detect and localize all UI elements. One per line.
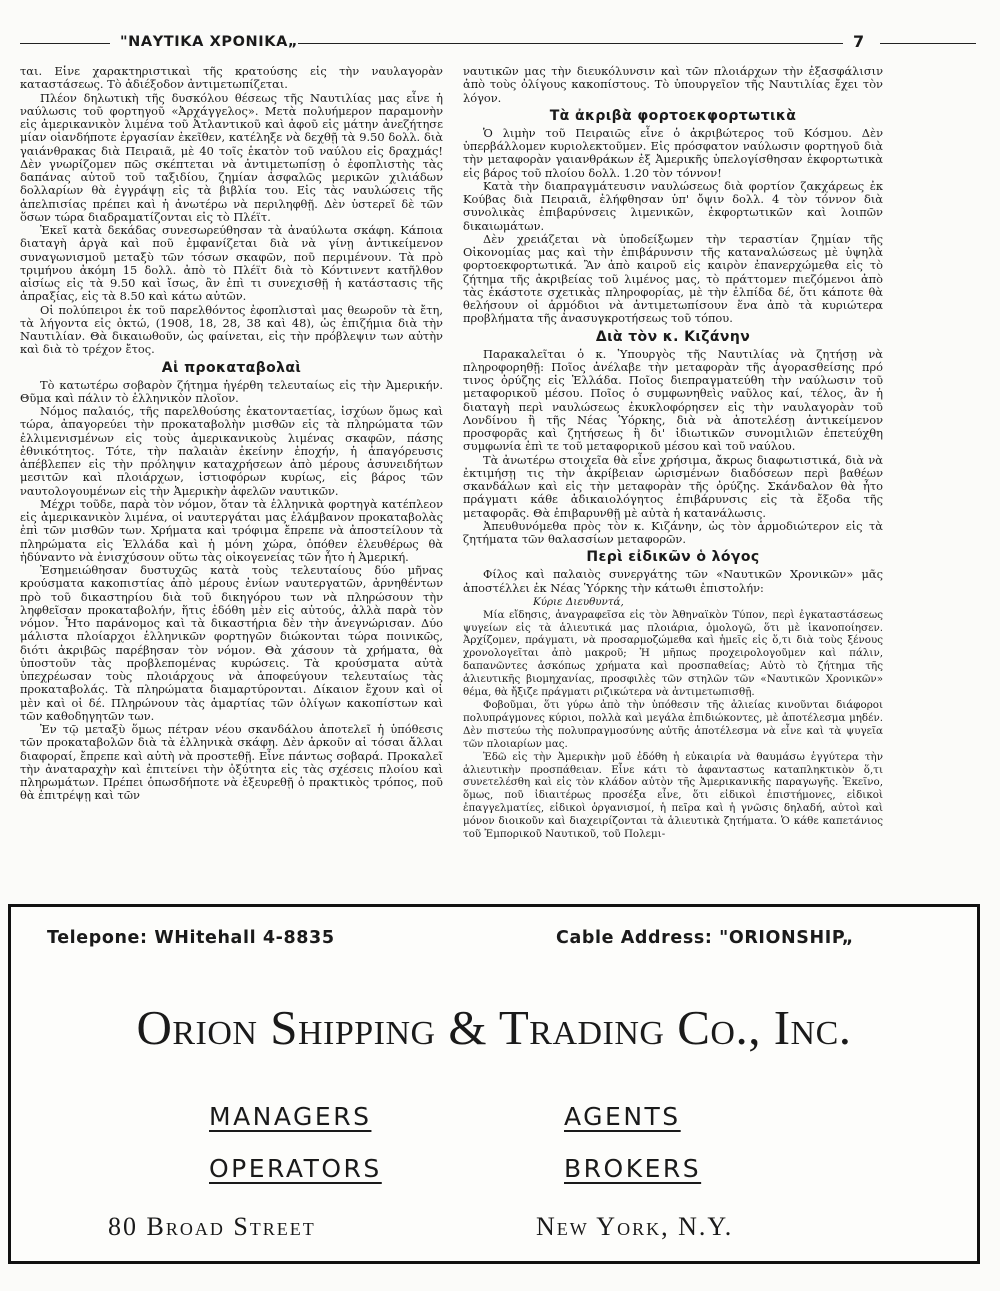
header-rule-left bbox=[20, 43, 110, 44]
letter-paragraph: Φοβοῦμαι, ὅτι γύρω ἀπὸ τὴν ὑπόθεσιν τῆς ἁλιείας κινοῦνται διάφοροι πολυπράγμονες κύριοι, πολλὰ καὶ μεγάλα ἐπιδιώκοντες, μὲ ἀποτέλεσμα μηδέν. Δὲν πιστεύω τὴς πολυπραγμοσύνης αὐτῆς ἀποτέλεσμα νὰ εἶνε καὶ τὰ ψυγεῖα τῶν πλοιαρίων μας. bbox=[463, 699, 883, 750]
section-heading: Τὰ ἀκριβὰ φορτοεκφορτωτικὰ bbox=[549, 107, 797, 124]
paragraph: Μέχρι τοῦδε, παρὰ τὸν νόμον, ὅταν τὰ ἑλληνικὰ φορτηγὰ κατέπλεον εἰς ἀμερικανικὸν λιμένα, οἱ ναυτεργάται μας ἐλάμβανον προκαταβολὰς ἐπὶ τῶν μισθῶν των. Χρήματα καὶ τρόφιμα ἔπρεπε νὰ ἀποστείλουν τὰ πληρώματα εἰς Ἑλλάδα καὶ ἡ μόνη χώρα, ὁπόθεν ἐλευθέρως θὰ ἠδύναντο νὰ ἐνισχύσουν οὕτω τὰς οἰκογενείας τῶν ἦτο ἡ Ἀμερική. bbox=[20, 496, 443, 564]
ad-role-brokers: BROKERS bbox=[564, 1154, 702, 1183]
paragraph: Οἱ πολύπειροι ἐκ τοῦ παρελθόντος ἐφοπλισταὶ μας θεωροῦν τὰ ἔτη, τὰ λήγοντα εἰς ὀκτώ, (1908, 18, 28, 38 καὶ 48), ὡς ἐπιζήμια διὰ τὴν Ναυτιλίαν. Θὰ δικαιωθοῦν, ὡς φαίνεται, εἰς τὴν πρόβλεψιν των αὐτὴν καὶ διὰ τὸ τρέχον ἔτος. bbox=[20, 302, 443, 357]
ad-city: New York, N.Y. bbox=[536, 1212, 734, 1241]
paragraph: Ὁ λιμὴν τοῦ Πειραιῶς εἶνε ὁ ἀκριβώτερος τοῦ Κόσμου. Δὲν ὑπερβάλλομεν κυριολεκτοῦμεν. Εἰς πρόσφατον ναύλωσιν φορτηγοῦ διὰ τὴν μεταφορὰν γαιανθράκων ἐξ Ἀμερικῆς ὑπελογίσθησαν ἐκφορτωτικὰ εἰς βάρος τοῦ πλοίου δολλ. 1.20 τὸν τόννον! bbox=[463, 125, 883, 180]
paragraph: Τὸ κατωτέρω σοβαρὸν ζήτημα ἠγέρθη τελευταίως εἰς τὴν Ἀμερικήν. Θῦμα καὶ πάλιν τὸ ἑλληνικὸν πλοῖον. bbox=[20, 377, 443, 405]
ad-company-name: Orion Shipping & Trading Co., Inc. bbox=[136, 1000, 852, 1055]
right-column bbox=[463, 65, 883, 887]
left-column bbox=[20, 65, 443, 887]
publication-title: "ΝΑΥΤΙΚΑ ΧΡΟΝΙΚΑ„ bbox=[120, 34, 299, 50]
paragraph: ναυτικῶν μας τὴν διευκόλυνσιν καὶ τῶν πλοιάρχων τὴν ἐξασφάλισιν ἀπὸ τοὺς ὀλίγους κακοπίστους. Τὸ ὑπουργεῖον τῆς Ναυτιλίας ἔχει τὸν λόγον. bbox=[463, 65, 883, 105]
header-rule-middle bbox=[298, 43, 843, 44]
paragraph: Ἀπευθυνόμεθα πρὸς τὸν κ. Κιζάνην, ὡς τὸν ἁρμοδιώτερον εἰς τὰ ζητήματα τῶν θαλασσίων μεταφορῶν. bbox=[463, 518, 883, 546]
paragraph: Πλέον δηλωτικὴ τῆς δυσκόλου θέσεως τῆς Ναυτιλίας μας εἶνε ἡ ναύλωσις τοῦ φορτηγοῦ «Ἀρχάγγελος». Μετὰ πολυήμερον παραμονὴν εἰς ἀμερικανικὸν λιμένα τοῦ Ἀτλαντικοῦ καὶ ἀφοῦ εἰς μάτην ἀνεζήτησε μίαν οἱανδήποτε ἐργασίαν ἐκεῖθεν, κατέληξε νὰ δεχθῇ τὰ 9.50 δολλ. διὰ γαιάνθρακας διὰ Πειραιᾶ, μὲ 40 τοῖς ἑκατὸν τοῦ ναύλου εἰς δραχμάς! Δὲν γνωρίζομεν πῶς σκέπτεται νὰ ἀντιμετωπίσῃ ὁ ἐφοπλιστὴς τὰς δαπάνας αὐτοῦ τοῦ ταξιδίου, ζημίαν ἀσφαλῶς μερικῶν χιλιάδων δολλαρίων θὰ ἐγγράψῃ εἰς τὰ βιβλία του. Εἰς τὰς ναυλώσεις τῆς ἀπελπισίας πρέπει καὶ ἡ ἀνωτέρω νὰ περιληφθῇ. Δὲν ὑστερεῖ δὲ τῶν ὅσων τώρα διαδραματίζονται εἰς τὸ Πλέϊτ. bbox=[20, 90, 443, 224]
section-heading: Αἱ προκαταβολαὶ bbox=[161, 359, 302, 376]
header-rule-right bbox=[880, 43, 976, 44]
paragraph: ται. Εἶνε χαρακτηριστικαὶ τῆς κρατούσης εἰς τὴν ναυλαγορὰν καταστάσεως. Τὸ ἀδιέξοδον ἀντιμετωπίζεται. bbox=[20, 65, 443, 92]
ad-telephone: Telepone: WHitehall 4-8835 bbox=[47, 928, 335, 948]
paragraph: Κατὰ τὴν διαπραγμάτευσιν ναυλώσεως διὰ φορτίον ζακχάρεως ἐκ Κούβας διὰ Πειραιᾶ, ἐλήφθησαν ὑπ' ὄψιν δολλ. 4 τὸν τόννον διὰ συνολικὰς ἐπιβαρύνσεις λιμενικῶν, ἐκφορτωτικῶν καὶ λοιπῶν δικαιωμάτων. bbox=[463, 178, 883, 233]
paragraph: Νόμος παλαιός, τῆς παρελθούσης ἑκατονταετίας, ἰσχύων ὅμως καὶ τώρα, ἀπαγορεύει τὴν προκαταβολὴν μισθῶν εἰς τὰ πληρώματα τῶν ἐλλιμενισμένων εἰς τοὺς ἀμερικανικοὺς λιμένας σκαφῶν, πάσης ἐθνικότητος. Τότε, τὴν παλαιὰν ἐκείνην ἐποχήν, ἡ ἀπαγόρευσις ἀπέβλεπεν εἰς τὴν πρόληψιν καταχρήσεων ἀπὸ μέρους ἀσυνειδήτων μεσιτῶν καὶ πλοιάρχων, ἰστιοφόρων κυρίως, εἰς βάρος τῶν ναυτολογουμένων εἰς τὴν Ἀμερικὴν ἀφελῶν ναυτικῶν. bbox=[20, 404, 443, 498]
paragraph: Ἐν τῷ μεταξὺ ὅμως πέτραν νέου σκανδάλου ἀποτελεῖ ἡ ὑπόθεσις τῶν προκαταβολῶν διὰ τὰ ἑλληνικὰ σκάφη. Δὲν ἀρκοῦν αἱ τόσαι ἄλλαι διαφοραί, ἔπρεπε καὶ αὐτὴ νὰ προστεθῇ. Εἶνε πάντως σοβαρά. Προκαλεῖ τὴν ἀναταραχὴν καὶ ἐπιτείνει τὴν ὀξύτητα εἰς τὰς σχέσεις πλοίου καὶ πληρωμάτων. Πρέπει ὁπωσδήποτε νὰ ἐξευρεθῇ ὁ πρακτικὸς τρόπος, ποῦ θὰ ἐπιτρέψῃ καὶ τῶν bbox=[20, 722, 443, 803]
ad-role-operators: OPERATORS bbox=[209, 1154, 382, 1183]
letter-paragraph: Μία εἴδησις, ἀναγραφεῖσα εἰς τὸν Ἀθηναϊκὸν Τύπον, περὶ ἐγκαταστάσεως ψυγείων εἰς τὰ ἁλιευτικά μας πλοιάρια, ὁμολογῶ, ὅτι μὲ ἱκανοποίησεν. Ἀρχίζομεν, πράγματι, νὰ προσαρμοζώμεθα καὶ ἡμεῖς εἰς ὅ,τι διὰ τοὺς ξένους χρονολογεῖται ἀπὸ μακροῦ; Ἡ μῆπως προχειρολογοῦμεν καὶ πάλιν, δαπανῶντες ἀσκόπως χρήματα καὶ προσπαθείας; Αὐτὸ τὸ ζήτημα τῆς ἁλιευτικῆς βιομηχανίας, προσφιλὲς τῶν στηλῶν τῶν «Ναυτικῶν Χρονικῶν» θέμα, θὰ ἤξιζε πράγματι ριζικώτερα νὰ ἀντιμετωπισθῇ. bbox=[463, 608, 883, 699]
paragraph: Τὰ ἀνωτέρω στοιχεῖα θὰ εἶνε χρήσιμα, ἄκρως διαφωτιστικά, διὰ νὰ ἐκτιμήσῃ τις τὴν ἀκρίβειαν ὡρισμένων διαδόσεων περὶ βαθέων σκανδάλων καὶ εἰς τὴν μεταφορὰν τῆς ὀρύζης. Σκάνδαλον θὰ ἦτο πράγματι κάθε ἀδικαιολόγητος ἐπιβάρυνσις εἰς τὰ ἔξοδα τῆς μεταφορᾶς. Θὰ ἐπιβαρυνθῇ μὲ αὐτὰ ἡ κατανάλωσις. bbox=[463, 452, 883, 520]
paragraph: Ἐσημειώθησαν δυστυχῶς κατὰ τοὺς τελευταίους δύο μῆνας κρούσματα κακοπιστίας ἀπὸ μέρους ἐνίων ναυτεργατῶν, ἀρνηθέντων πρὸ τοῦ δικαστηρίου διὰ τοῦ δικηγόρου των νὰ πληρώσουν τὴν ληφθεῖσαν προκαταβολήν, ἥτις ἐδόθη μὲν εἰς αὐτούς, ἀλλὰ παρὰ τὸν νόμον. Ἦτο παράνομος καὶ τὰ δικαστήρια δὲν τὴν ἀνεγνώρισαν. Δύο μάλιστα πλοίαρχοι ἑλληνικῶν φορτηγῶν διώκονται τώρα ποινικῶς, διότι ἀκριβῶς παρέβησαν τὸν νόμον. Θὰ χάσουν τὰ χρήματα, θὰ ὑποστοῦν τὰς προβλεπομένας κυρώσεις. Τὰ κρούσματα αὐτὰ ὑπεχρέωσαν τοὺς πλοιάρχους νὰ ἀποφεύγουν τελευταίως τὰς προκαταβολάς. Τὰ πληρώματα διαμαρτύρονται. Δίκαιον ἔχουν καὶ οἱ μὲν καὶ οἱ δέ. Πληρώνουν τὰς ἁμαρτίας τῶν ὀλίγων κακοπίστων καὶ τῶν καθοδηγητῶν των. bbox=[20, 563, 443, 723]
ad-role-agents: AGENTS bbox=[564, 1102, 681, 1131]
paragraph: Ἐκεῖ κατὰ δεκάδας συνεσωρεύθησαν τὰ ἀναύλωτα σκάφη. Κάποια διαταγὴ ἀργὰ καὶ ποῦ ἐμφανίζεται διὰ νὰ γίνῃ ἀντικείμενον συναγωνισμοῦ μεταξὺ τῶν τόσων σκαφῶν, ποῦ περιμένουν. Τὰ πρὸ τριμήνου ἀκόμη 15 δολλ. ἀπὸ τὸ Πλέϊτ διὰ τὸ Κόντινεντ κατῆλθον αἰσίως εἰς τὰ 9.50 καὶ ἴσως, ἂν ἐπὶ τι συνεχισθῇ ἡ κατάστασις τῆς ἀπραξίας, εἰς τὰ 8.50 καὶ κάτω αὐτῶν. bbox=[20, 223, 443, 304]
section-heading: Διὰ τὸν κ. Κιζάνην bbox=[595, 328, 751, 345]
ad-street-address: 80 Broad Street bbox=[108, 1212, 316, 1241]
ad-role-managers: MANAGERS bbox=[209, 1102, 372, 1131]
paragraph: Φίλος καὶ παλαιὸς συνεργάτης τῶν «Ναυτικῶν Χρονικῶν» μᾶς ἀποστέλλει ἐκ Νέας Ὑόρκης τὴν κάτωθι ἐπιστολήν: bbox=[463, 567, 883, 595]
section-heading: Περὶ εἰδικῶν ὁ λόγος bbox=[586, 549, 760, 566]
advertisement-box bbox=[8, 904, 980, 1264]
running-header bbox=[20, 34, 976, 54]
letter-paragraph: Ἐδῶ εἰς τὴν Ἀμερικὴν μοῦ ἐδόθη ἡ εὐκαιρία νὰ θαυμάσω ἐγγύτερα τὴν ἁλιευτικὴν προσπάθειαν. Εἶνε κάτι τὸ ἀφανταστως καταπληκτικὸν ὅ,τι συνετελέσθη καὶ εἰς τὸν κλάδον αὐτὸν τῆς Ἀμερικανικῆς παραγωγῆς. Ἐκεῖνο, ὅμως, ποῦ ἰδιαιτέρως προσέξα εἶνε, ὅτι εἰδικοὶ ἐπιστήμονες, εἰδικοὶ ἐπαγγελματίες, εἰδικοὶ ὀργανισμοί, ἡ πεῖρα καὶ ἡ γνῶσις δηλαδή, αὐτοὶ καὶ μόνον διοικοῦν καὶ διαχειρίζονται τὰ ἁλιευτικὰ ζητήματα. Ὁ κάθε καπετάνιος τοῦ Ἐμπορικοῦ Ναυτικοῦ, τοῦ Πολεμι- bbox=[463, 750, 883, 841]
paragraph: Δὲν χρειάζεται νὰ ὑποδείξωμεν τὴν τεραστίαν ζημίαν τῆς Οἰκονομίας μας καὶ τὴν ἐπιβάρυνσιν τῆς καταναλώσεως μὲ ὑψηλὰ φορτοεκφορτωτικά. Ἂν ἀπὸ καιροῦ εἰς καιρὸν ἐπανερχώμεθα εἰς τὸ ζήτημα τῆς ἀκριβείας τοῦ λιμένος μας, τὸ πράττομεν πιεζόμενοι ἀπὸ τὰς ἑκάστοτε σχετικὰς πληροφορίας, μὲ τὴν ἐλπίδα δέ, ὅτι κάποτε θὰ θελήσουν οἱ ἁρμόδιοι νὰ ἀντιμετωπίσουν ἕνα ἀπὸ τὰ κυριώτερα προβλήματα τῆς ἀνασυγκροτήσεως τοῦ τόπου. bbox=[463, 231, 883, 326]
paragraph: Παρακαλεῖται ὁ κ. Ὑπουργὸς τῆς Ναυτιλίας νὰ ζητήσῃ νὰ πληροφορηθῇ: Ποῖος ἀνέλαβε τὴν μεταφορὰν τῆς ἀγορασθείσης πρό τινος ὀρύζης εἰς Ἑλλάδα. Ποῖος διεπραγματεύθη τὴν ναύλωσιν τοῦ μεταφορικοῦ μέσου. Ποῖος ὁ συμφωνηθεὶς ναῦλος καί, τέλος, ἂν ἡ διαταγὴ περὶ ναυλώσεως ἐκυκλοφόρησεν εἰς τὴν ναυλαγορὰν τοῦ Λονδίνου ἢ τῆς Νέας Ὑόρκης, διὰ νὰ ἀποτελέσῃ ἀντικείμενον προσφορᾶς καὶ ζητήσεως ἢ δι' ἰδιωτικῶν συνομιλιῶν ἐπετεύχθη συμφωνία ἐπὶ τε τοῦ μεταφορικοῦ μέσου καὶ τοῦ ναύλου. bbox=[463, 346, 883, 454]
letter-salutation: Κύριε Διευθυντά, bbox=[533, 595, 624, 608]
page-number: 7 bbox=[853, 32, 865, 51]
ad-cable-address: Cable Address: "ORIONSHIP„ bbox=[556, 928, 854, 948]
